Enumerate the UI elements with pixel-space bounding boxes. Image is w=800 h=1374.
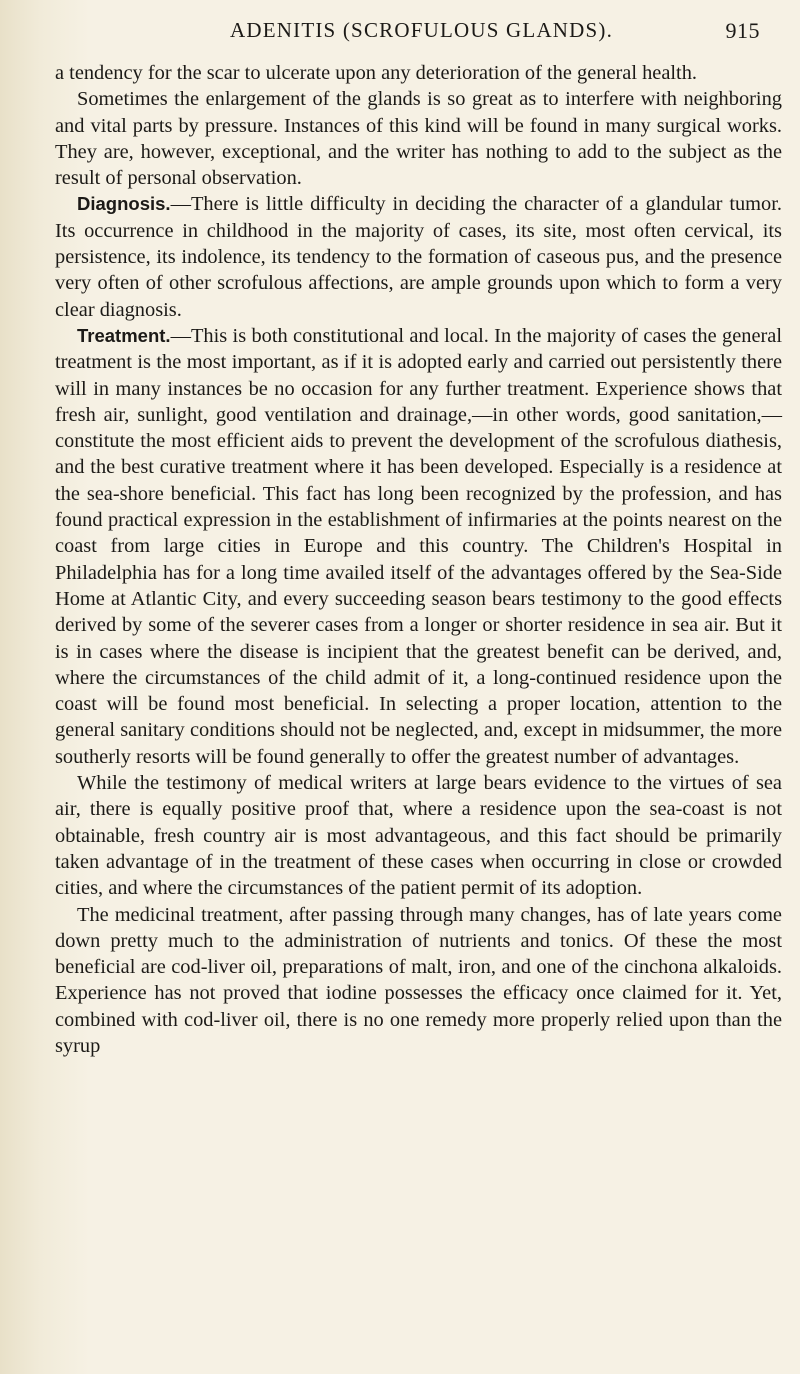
- section-heading-treatment: Treatment.: [77, 324, 171, 346]
- paragraph-text: While the testimony of medical writers at large bears evidence to the virtues of sea air, there is equally positive proof that, where a residence upon the sea-coast is not obtainable, fresh country air is most advantageous, and this fact should be primarily taken advantage of in the treatment of these cases when occurring in close or crowded cities, and where the circumstances of the patient permit of its adoption.: [55, 772, 782, 900]
- page-number: 915: [725, 18, 760, 43]
- body-text: [55, 60, 782, 1059]
- running-head: [55, 10, 782, 50]
- paragraph-text: a tendency for the scar to ulcerate upon any deterioration of the general health.: [55, 62, 698, 84]
- paragraph-text: Sometimes the enlargement of the glands is so great as to interfere with neighboring and vital parts by pressure. Instances of this kind will be found in many surgical works. They are, however, exceptional, and the writer has nothing to add to the subject as the result of personal observation.: [55, 88, 782, 190]
- paragraph-6: [55, 902, 782, 1060]
- paragraph-text: The medicinal treatment, after passing through many changes, has of late years come down pretty much to the administration of nutrients and tonics. Of these the most beneficial are cod-liver oil, preparations of malt, iron, and one of the cinchona alkaloids. Experience has not proved that iodine possesses the efficacy once claimed for it. Yet, combined with cod-liver oil, there is no one remedy more properly relied upon than the syrup: [55, 903, 782, 1057]
- paragraph-text: —This is both constitutional and local. In the majority of cases the general treatment is the most important, as if it is adopted early and carried out persistently there will in many instances be no occasion for any further treatment. Experience shows that fresh air, sunlight, good ventilation and drainage,—in other words, good sanitation,—constitute the most efficient aids to prevent the development of the scrofulous diathesis, and the best curative treatment where it has been developed. Especially is a residence at the sea-shore beneficial. This fact has long been recognized by the profession, and has found practical expression in the establishment of infirmaries at the points nearest on the coast from large cities in Europe and this country. The Children's Hospital in Philadelphia has for a long time availed itself of the advantages offered by the Sea-Side Home at Atlantic City, and every succeeding season bears testimony to the good effects derived by some of the severer cases from a longer or shorter residence in sea air. But it is in cases where the disease is incipient that the greatest benefit can be derived, and, where the circumstances of the child admit of it, a long-continued residence upon the coast will be found most beneficial. In selecting a proper location, attention to the general sanitary conditions should not be neglected, and, except in midsummer, the more southerly resorts will be found generally to offer the greatest number of advantages.: [55, 324, 782, 768]
- section-heading-diagnosis: Diagnosis.: [77, 193, 171, 215]
- paragraph-5: [55, 770, 782, 901]
- paragraph-2: [55, 86, 782, 191]
- paragraph-diagnosis: [55, 191, 782, 322]
- paragraph-treatment: [55, 323, 782, 770]
- paragraph-1: [55, 60, 782, 86]
- running-head-title: ADENITIS (SCROFULOUS GLANDS).: [230, 18, 614, 42]
- paragraph-text: —There is little difficulty in deciding the character of a glandular tumor. Its occurrence in childhood in the majority of cases, its site, most often cervical, its persistence, its indolence, its tendency to the formation of caseous pus, and the presence very often of other scrofulous affections, are ample grounds upon which to form a very clear diagnosis.: [55, 193, 782, 321]
